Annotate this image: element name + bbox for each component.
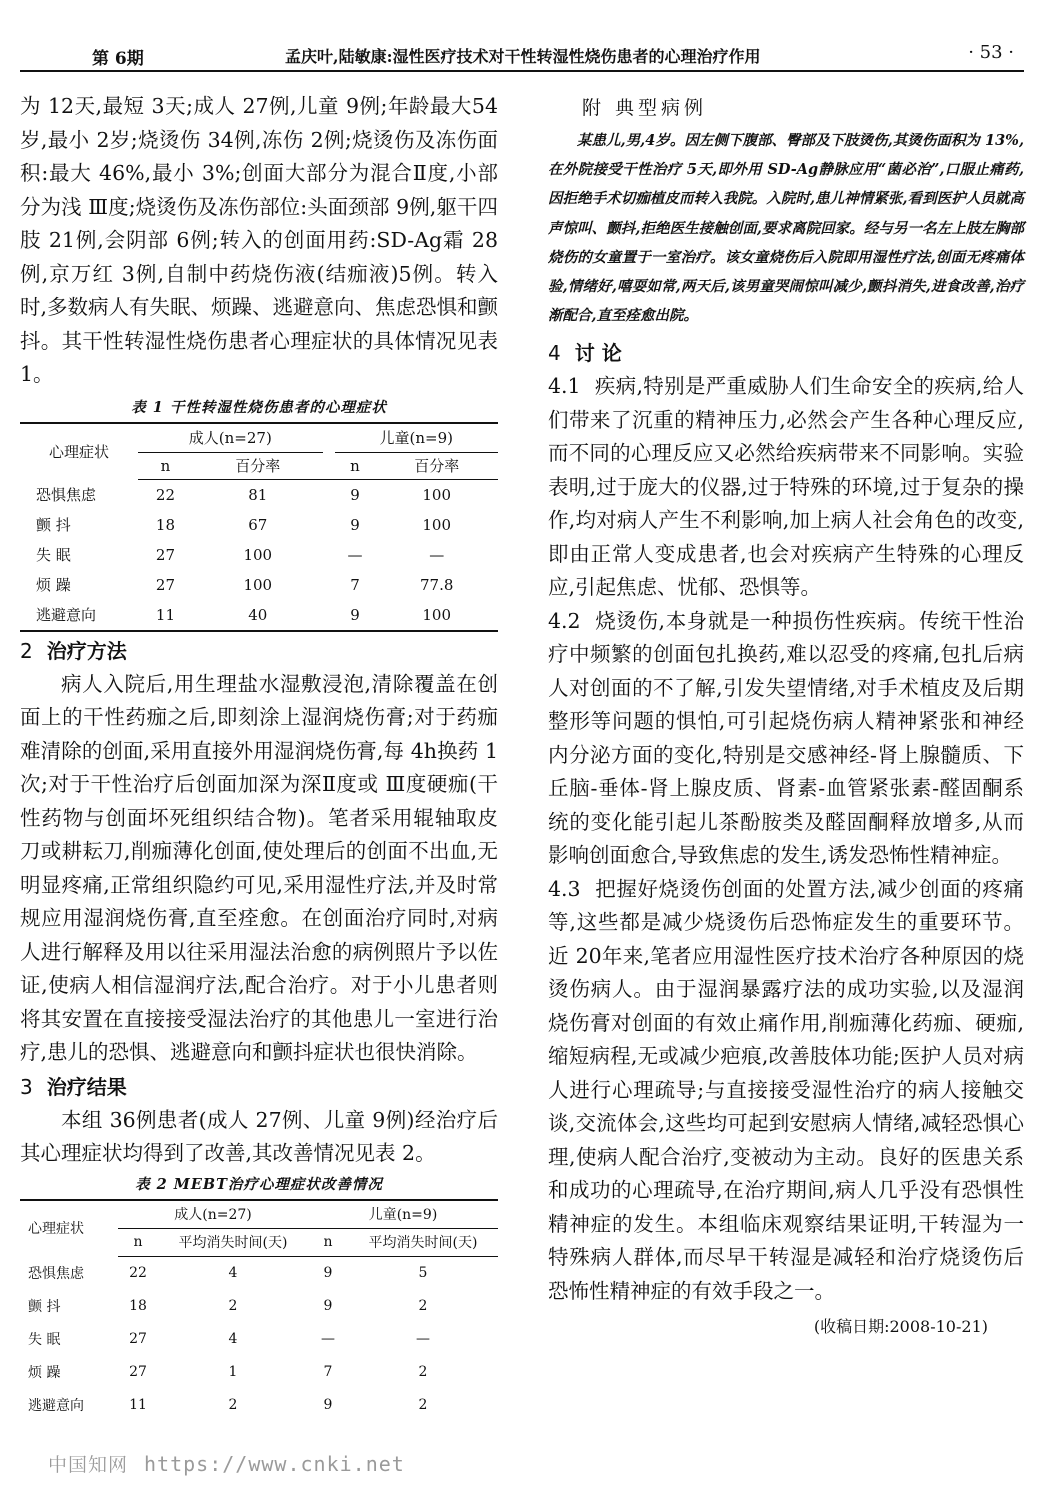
section-4-heading: 4 讨 论 (548, 341, 622, 366)
table1-sub-n: n (335, 452, 376, 479)
watermark-brand: 中国知网 (48, 1454, 129, 1476)
left-column (20, 90, 498, 1422)
table2-sub-n: n (118, 1228, 158, 1256)
running-header (20, 40, 1024, 72)
table2-caption: 表 2 MEBT治疗心理症状改善情况 (135, 1175, 383, 1193)
table1 (20, 422, 498, 632)
paragraph-4-2: 4.2 烧烫伤,本身就是一种损伤性疾病。传统干性治疗中频繁的创面包扎换药,难以忍受的疼痛,包扎后病人对创面的不了解,引发失望情绪,对手术植皮及后期整形等问题的惧怕,可引起烧伤病人精神紧张和神经内分泌方面的变化,特别是交感神经-肾上腺髓质、下丘脑-垂体-肾上腺皮质、肾素-血管紧张素-醛固酮系统的变化能引起儿茶酚胺类及醛固酮释放增多,从而影响创面愈合,导致焦虑的发生,诱发恐怖性精神症。 (548, 608, 1024, 868)
table2-sub-days: 平均消失时间(天) (348, 1228, 498, 1256)
paragraph-4-3: 4.3 把握好烧烫伤创面的处置方法,减少创面的疼痛等,这些都是减少烧烫伤后恐怖症发生的重要环节。近 20年来,笔者应用湿性医疗技术治疗各种原因的烧烫伤病人。由于湿润暴露疗法的成功实验,以及湿润烧伤膏对创面的有效止痛作用,削痂薄化药痂、硬痂,缩短病程,无或减少疤痕,改善肢体功能;医护人员对病人进行心理疏导;与直接接受湿性治疗的病人接触交谈,交流体会,这些均可起到安慰病人情绪,减轻恐惧心理,使病人配合治疗,变被动为主动。良好的医患关系和成功的心理疏导,在治疗期间,病人几乎没有恐惧性精神症的发生。本组临床观察结果证明,干转湿为一特殊病人群体,而尽早干转湿是减轻和治疗烧烫伤后恐怖性精神症的有效手段之一。 (548, 876, 1024, 1303)
table1-caption: 表 1 干性转湿性烧伤患者的心理症状 (131, 398, 387, 416)
table2-sub-n: n (308, 1228, 348, 1256)
table-row: 颤 抖 18 2 9 2 (28, 1298, 428, 1315)
watermark-url: https://www.cnki.net (144, 1452, 405, 1476)
intro-paragraph: 为 12天,最短 3天;成人 27例,儿童 9例;年龄最大54岁,最小 2岁;烧烫伤 34例,冻伤 2例;烧烫伤及冻伤面积:最大 46%,最小 3%;创面大部分为混合Ⅱ度,小部分为浅 Ⅲ度;烧烫伤及冻伤部位:头面颈部 9例,躯干四肢 21例,会阴部 6例;转入的创面用药:SD-Ag霜 28例,京万红 3例,自制中药烧伤液(结痂液)5例。转入时,多数病人有失眠、烦躁、逃避意向、焦虑恐惧和颤抖。其干性转湿性烧伤患者心理症状的具体情况见表 1。 (20, 94, 499, 386)
running-title: 孟庆叶,陆敏康:湿性医疗技术对干性转湿性烧伤患者的心理治疗作用 (285, 47, 761, 66)
table-row: 恐惧焦虑 22 4 9 5 (28, 1265, 428, 1282)
table1-sub-pct: 百分率 (375, 452, 498, 479)
paragraph-4-3-number: 4.3 (548, 876, 581, 901)
table1-col-symptom: 心理症状 (48, 442, 109, 461)
table1-sub-n: n (138, 452, 193, 479)
paragraph-4-1: 4.1 疾病,特别是严重威胁人们生命安全的疾病,给人们带来了沉重的精神压力,必然会产生各种心理反应,而不同的心理反应又必然给疾病带来不同影响。实验表明,过于庞大的仪器,过于特殊的环境,过于复杂的操作,均对病人产生不利影响,加上病人社会角色的改变,即由正常人变成患者,也会对疾病产生特殊的心理反应,引起焦虑、忧郁、恐惧等。 (548, 374, 1024, 600)
table-row: 失 眠 27 100 — — (36, 545, 445, 564)
page-number: · 53 · (968, 42, 1014, 63)
table-row: 失 眠 27 4 — — (28, 1331, 430, 1348)
table2-group-child: 儿童(n=9) (308, 1200, 498, 1229)
paragraph-4-1-number: 4.1 (548, 374, 581, 399)
table-row: 烦 躁 27 1 7 2 (28, 1364, 428, 1381)
table2 (20, 1199, 498, 1422)
case-report: 某患儿,男,4岁。因左侧下腹部、臀部及下肢烫伤,其烫伤面积为 13%,在外院接受干性治疗 5天,即外用 SD-Ag静脉应用“菌必治”,口服止痛药,因拒绝手术切痂植皮而转入我院。入院时,患儿神情紧张,看到医护人员就高声惊叫、颤抖,拒绝医生接触创面,要求离院回家。经与另一名左上肢左胸部烧伤的女童置于一室治疗。该女童烧伤后入院即用湿性疗法,创面无疼痛体验,情绪好,嘻耍如常,两天后,该男童哭闹惊叫减少,颤抖消失,进食改善,治疗渐配合,直至痊愈出院。 (548, 132, 1024, 325)
section-3-text: 本组 36例患者(成人 27例、儿童 9例)经治疗后其心理症状均得到了改善,其改善情况见表 2。 (20, 1107, 498, 1165)
table2-col-symptom: 心理症状 (28, 1221, 84, 1238)
cnki-watermark (48, 1450, 405, 1477)
table-row: 逃避意向 11 40 9 100 (36, 605, 452, 624)
table1-group-adult: 成人(n=27) (138, 423, 323, 453)
section-3-heading: 3 治疗结果 (20, 1074, 127, 1099)
section-2-text: 病人入院后,用生理盐水湿敷浸泡,清除覆盖在创面上的干性药痂之后,即刻涂上湿润烧伤膏;对于药痂难清除的创面,采用直接外用湿润烧伤膏,每 4h换药 1次;对于干性治疗后创面加深为深Ⅱ度或 Ⅲ度硬痂(干性药物与创面坏死组织结合物)。笔者采用辊轴取皮刀或耕耘刀,削痂薄化创面,使处理后的创面不出血,无明显疼痛,正常组织隐约可见,采用湿性疗法,并及时常规应用湿润烧伤膏,直至痊愈。在创面治疗同时,对病人进行解释及用以往采用湿法治愈的病例照片予以佐证,使病人相信湿润疗法,配合治疗。对于小儿患者则将其安置在直接接受湿法治疗的其他患儿一室进行治疗,患儿的恐惧、逃避意向和颤抖症状也很快消除。 (20, 671, 498, 1064)
table1-group-child: 儿童(n=9) (335, 423, 498, 453)
table2-group-adult: 成人(n=27) (118, 1200, 308, 1229)
table2-sub-days: 平均消失时间(天) (158, 1228, 308, 1256)
issue-number: 第 6期 (92, 49, 144, 69)
table-row: 颤 抖 18 67 9 100 (36, 515, 452, 534)
table-row: 烦 躁 27 100 7 77.8 (36, 575, 454, 594)
table-row: 恐惧焦虑 22 81 9 100 (36, 485, 452, 504)
received-date: (收稿日期:2008-10-21) (813, 1317, 988, 1337)
table-row: 逃避意向 11 2 9 2 (28, 1397, 428, 1414)
section-2-heading: 2 治疗方法 (20, 638, 127, 663)
paragraph-4-2-number: 4.2 (548, 608, 581, 633)
table1-sub-pct: 百分率 (193, 452, 323, 479)
appendix-heading: 附 典型病例 (582, 97, 708, 119)
right-column (548, 90, 1024, 1337)
